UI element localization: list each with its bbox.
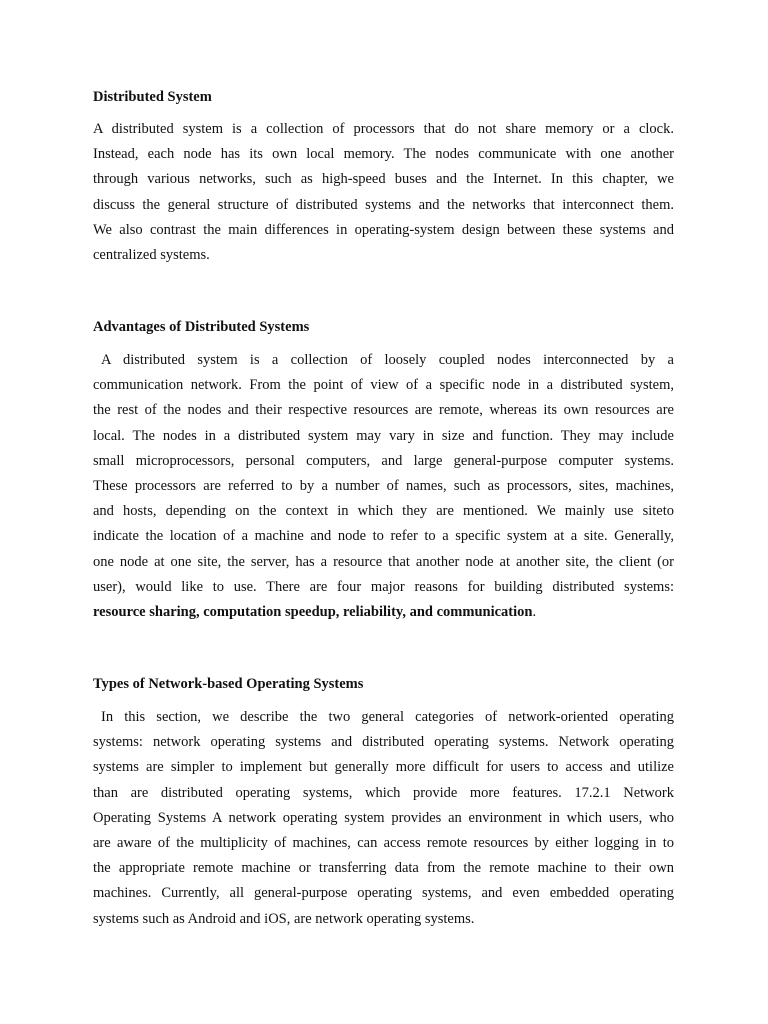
paragraph-line: systems are simpler to implement but generally more difficult for users to access and utilize	[93, 759, 674, 776]
paragraph-advantages	[93, 348, 674, 625]
paragraph-line: indicate the location of a machine and node to refer to a specific system at a site. Generally,	[93, 528, 674, 545]
paragraph-line: are aware of the multiplicity of machines, can access remote resources by either logging in to	[93, 834, 674, 851]
paragraph-line: than are distributed operating systems, which provide more features. 17.2.1 Network	[93, 784, 674, 801]
sentence-end: .	[532, 603, 537, 620]
paragraph-line: through various networks, such as high-speed buses and the Internet. In this chapter, we	[93, 171, 674, 188]
paragraph-line: small microprocessors, personal computers, and large general-purpose computer systems.	[93, 452, 674, 469]
paragraph-line: We also contrast the main differences in operating-system design between these systems and	[93, 221, 674, 238]
paragraph-line: centralized systems.	[93, 246, 210, 263]
paragraph-distributed-system	[93, 117, 674, 268]
paragraph-line: A distributed system is a collection of processors that do not share memory or a clock.	[93, 121, 674, 137]
paragraph-line: discuss the general structure of distributed systems and the networks that interconnect them.	[93, 196, 674, 213]
paragraph-line-final	[93, 600, 674, 625]
paragraph-line: and hosts, depending on the context in which they are mentioned. We mainly use siteto	[93, 503, 674, 520]
bold-reasons-text: resource sharing, computation speedup, reliability, and communication	[93, 603, 533, 620]
paragraph-line: These processors are referred to by a number of names, such as processors, sites, machines,	[93, 477, 674, 494]
paragraph-line: machines. Currently, all general-purpose operating systems, and even embedded operating	[93, 885, 674, 902]
paragraph-line: Operating Systems A network operating system provides an environment in which users, who	[93, 809, 674, 826]
paragraph-line: the rest of the nodes and their respective resources are remote, whereas its own resources are	[93, 402, 674, 419]
paragraph-line: user), would like to use. There are four major reasons for building distributed systems:	[93, 578, 674, 595]
paragraph-line: the appropriate remote machine or transferring data from the remote machine to their own	[93, 860, 674, 877]
section-heading-distributed-system: Distributed System	[93, 89, 212, 105]
section-heading-advantages: Advantages of Distributed Systems	[93, 319, 310, 335]
paragraph-line: Instead, each node has its own local memory. The nodes communicate with one another	[93, 146, 674, 163]
paragraph-line: systems such as Android and iOS, are network operating systems.	[93, 910, 475, 927]
section-heading-types: Types of Network-based Operating Systems	[93, 676, 364, 692]
paragraph-line: communication network. From the point of view of a specific node in a distributed system,	[93, 377, 674, 394]
paragraph-types	[93, 705, 674, 932]
paragraph-line: A distributed system is a collection of loosely coupled nodes interconnected by a	[101, 352, 674, 368]
paragraph-line: systems: network operating systems and distributed operating systems. Network operating	[93, 734, 674, 751]
paragraph-line: one node at one site, the server, has a resource that another node at another site, the client (or	[93, 553, 674, 570]
paragraph-line: In this section, we describe the two general categories of network-oriented operating	[101, 709, 674, 725]
paragraph-line: local. The nodes in a distributed system may vary in size and function. They may include	[93, 427, 674, 444]
